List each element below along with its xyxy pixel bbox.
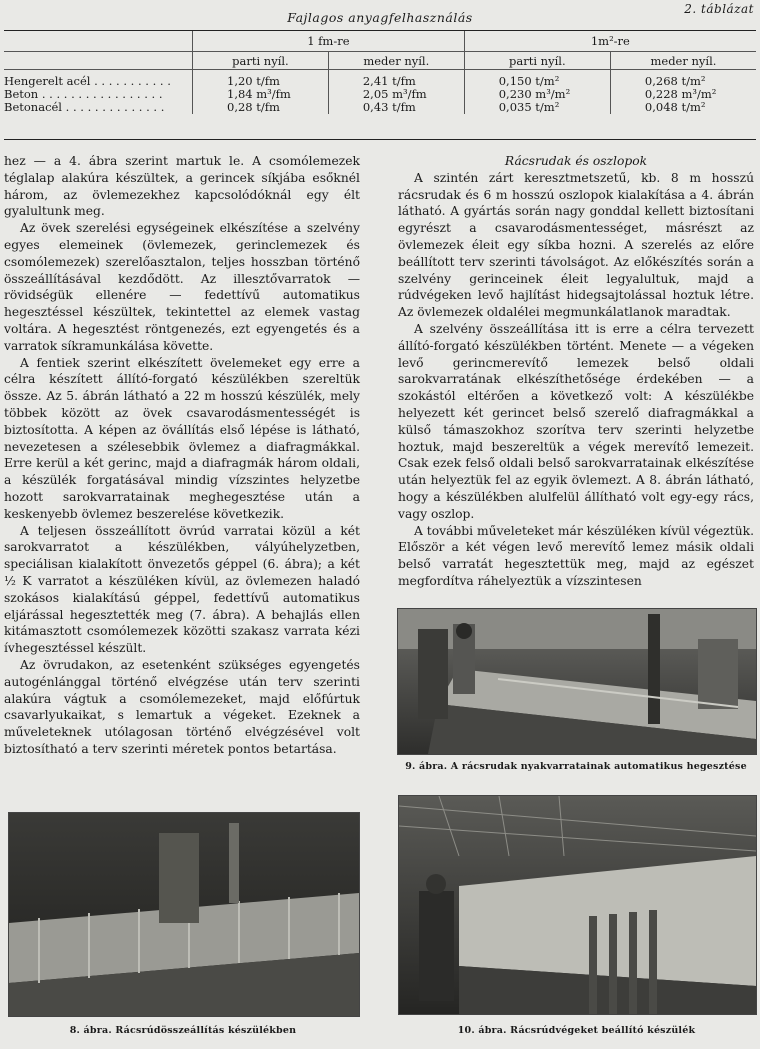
sub-header: parti nyíl.	[464, 52, 610, 70]
cell-value: 0,28 t/fm	[193, 101, 329, 114]
row-label: Betonacél . . . . . . . . . . . . . .	[4, 100, 165, 114]
table-title: Fajlagos anyagfelhasználás	[287, 10, 473, 25]
paragraph: A szintén zárt keresztmetszetű, kb. 8 m hosszú rácsrudak és 6 m hosszú oszlopok kialakítása a 4. ábrán látható. A gyártás során nagy gonddal kellett biztosítani egyrészt a csavarodásmentességet, másrészt az övlemezek éleit egy síkba hozni. A szerelés az előre beállított terv szerinti távolságot. Az előkészítés során a szelvény gerinceinek éleit legyalultuk, majd a rúdvégeken levő hajlítást hidegsajtolással hoztuk létre. Az övlemezek oldalélei megmunkálatlanok maradtak.	[398, 170, 754, 320]
cell-value: 0,035 t/m²	[464, 101, 610, 114]
paragraph: Az övek szerelési egységeinek elkészítése a szelvény egyes elemeinek (övlemezek, gerinclemezek és csomólemezek) szerelőasztalon, teljes hosszban történő összeállításával kezdődött. Az illesztővarratok — rövidségük ellenére — fedettívű automatikus hegesztéssel készültek, tekintettel az elemek vastag voltára. A hegesztést röntgenezés, ezt egyengetés és a varratok síkramunkálása követte.	[4, 221, 360, 353]
cell-value: 1,84 m³/fm	[193, 88, 329, 101]
end-adjusting-fixture-photo	[399, 796, 756, 1014]
figure-9-caption: 9. ábra. A rácsrudak nyakvarratainak automatikus hegesztése	[405, 761, 747, 772]
cell-value: 2,05 m³/fm	[328, 88, 464, 101]
table-row	[4, 101, 756, 114]
figure-8-caption: 8. ábra. Rácsrúdösszeállítás készülékben	[69, 1025, 297, 1036]
cell-value: 0,228 m³/m²	[610, 88, 756, 101]
material-usage-table	[4, 30, 756, 114]
figure-10-photo	[398, 795, 757, 1015]
table-row	[4, 70, 756, 89]
welding-workshop-photo	[398, 609, 756, 754]
paragraph: A szelvény összeállítása itt is erre a célra tervezett állító-forgató készülékben történt. Menete — a végeken levő gerincmerevítő lemezek belső oldali sarokvarratának elkészíthetősége érdekében — a szokástól eltérően a következő volt: A készülékbe helyezett két gerincet belső szerelő diafragmákkal a külső támaszokhoz szorítva terv szerinti helyzetbe hoztuk, majd beszereltük a végek merevítő lemezeit. Csak ezek felső oldali belső sarokvarratainak elkészítése után helyeztük fel az egyik övlemezt. A 8. ábrán látható, hogy a készülékben alulfelül állítható volt egy-egy rács, vagy oszlop.	[398, 321, 754, 521]
paragraph: A fentiek szerint elkészített övelemeket egy erre a célra készített állító-forgató készülékben szereltük össze. Az 5. ábrán látható a 22 m hosszú készülék, mely többek között az övek csavarodásmentességét is biztosította. A képen az övállítás első lépése is látható, nevezetesen a szélesebbik övlemez a diafragmákkal. Erre kerül a két gerinc, majd a diafragmák három oldali, a készülék forgatásával mindig vízszintes helyzetbe hozott sarokvarratainak meghegesztése után a keskenyebb övlemez beszerelése következik.	[4, 355, 360, 521]
right-text-column	[398, 153, 754, 590]
cell-value: 1,20 t/fm	[193, 70, 329, 89]
paragraph: hez — a 4. ábra szerint martuk le. A csomólemezek téglalap alakúra készültek, a gerincek síkjába esőknél három, az övlemezekhez kapcsolódóknál egy élt gyalultunk meg.	[4, 154, 360, 219]
table-number: 2. táblázat	[684, 2, 754, 16]
cell-value: 0,048 t/m²	[610, 101, 756, 114]
paragraph: A teljesen összeállított övrúd varratai közül a két sarokvarratot a készülékben, vályúhelyzetben, speciálisan kialakított önvezetős géppel (6. ábra); a két ½ K varratot a készüléken kívül, az övlemezen haladó szokásos kialakítású géppel, fedettívű automatikus eljárással hegesztették meg (7. ábra). A behajlás ellen kitámasztott csomólemezek közötti szakasz varrata kézi ívhegesztéssel készült.	[4, 523, 360, 656]
assembly-fixture-photo	[9, 813, 359, 1016]
sub-header: meder nyíl.	[328, 52, 464, 70]
table-bottom-rule	[4, 139, 756, 140]
figure-10-caption: 10. ábra. Rácsrúdvégeket beállító készülék	[457, 1025, 696, 1036]
cell-value: 0,150 t/m²	[464, 70, 610, 89]
paragraph: Az övrudakon, az esetenként szükséges egyengetés autogénlánggal történő elvégzése után terv szerinti alakúra vágtuk a csomólemezeket, majd előfúrtuk csavarlyukaikat, s lemartuk a végeket. Ezeknek a műveleteknek utólagosan történő elvégzésével volt biztosítható a terv szerinti méretek pontos betartása.	[4, 657, 360, 756]
section-title: Rácsrudak és oszlopok	[504, 154, 648, 168]
figure-9-photo	[397, 608, 757, 755]
group-header-per-sqm: 1m²-re	[464, 31, 756, 52]
row-label: Hengerelt acél . . . . . . . . . . .	[4, 74, 171, 88]
figure-8-photo	[8, 812, 360, 1017]
cell-value: 2,41 t/fm	[328, 70, 464, 89]
row-label: Beton . . . . . . . . . . . . . . . . .	[4, 87, 163, 101]
cell-value: 0,268 t/m²	[610, 70, 756, 89]
group-header-per-meter: 1 fm-re	[193, 31, 465, 52]
paragraph: A további műveleteket már készüléken kívül végeztük. Először a két végen levő merevítő lemez másik oldali belső varratát hegesztettük meg, majd az egészet megfordítva ráhelyeztük a vízszintesen	[398, 523, 754, 588]
cell-value: 0,230 m³/m²	[464, 88, 610, 101]
left-text-column	[4, 153, 360, 758]
sub-header: parti nyíl.	[193, 52, 329, 70]
sub-header: meder nyíl.	[610, 52, 756, 70]
cell-value: 0,43 t/fm	[328, 101, 464, 114]
